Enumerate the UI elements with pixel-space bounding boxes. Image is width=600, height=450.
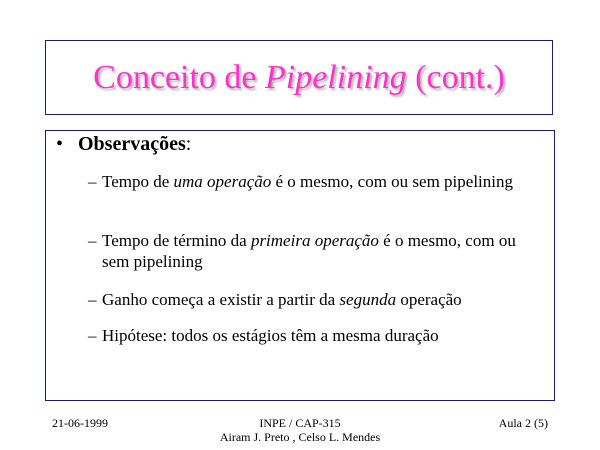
footer-center <box>200 416 400 444</box>
dash-icon: – <box>88 172 97 191</box>
item-text: Tempo de <box>102 172 174 191</box>
dash-icon: – <box>88 231 97 250</box>
item-emphasis: uma operação <box>173 172 272 191</box>
content-box <box>45 130 555 401</box>
item-text: Ganho começa a existir a partir da <box>102 290 340 309</box>
bullet-colon: : <box>185 133 192 155</box>
item-text-end: operação <box>396 290 462 309</box>
item-emphasis: segunda <box>339 290 397 309</box>
list-item <box>88 171 538 192</box>
title-suffix: (cont.) <box>406 58 505 96</box>
footer-page: Aula 2 (5) <box>498 416 548 430</box>
item-text-end: é o mesmo, com ou sem pipelining <box>271 172 513 191</box>
title-prefix: Conceito de <box>93 58 265 96</box>
item-text: Hipótese: todos os estágios têm a mesma duração <box>102 326 439 345</box>
list-item <box>88 289 538 310</box>
footer-org: INPE / CAP-315 <box>259 416 341 430</box>
bullet-heading: Observações <box>78 133 186 155</box>
bullet-dot-icon: • <box>56 133 64 155</box>
item-emphasis: primeira operação <box>250 231 379 250</box>
footer-date: 21-06-1999 <box>52 416 108 430</box>
item-text-end: é o mesmo, com ou sem pipelining <box>102 231 516 271</box>
list-item <box>88 325 538 346</box>
list-item <box>88 230 538 272</box>
slide-title <box>93 59 505 97</box>
title-emphasis: Pipelining <box>265 58 407 96</box>
dash-icon: – <box>88 326 97 345</box>
title-box <box>45 40 553 115</box>
dash-icon: – <box>88 290 97 309</box>
footer-authors: Airam J. Preto , Celso L. Mendes <box>219 430 381 444</box>
item-text: Tempo de término da <box>102 231 251 250</box>
main-bullet <box>56 133 191 156</box>
